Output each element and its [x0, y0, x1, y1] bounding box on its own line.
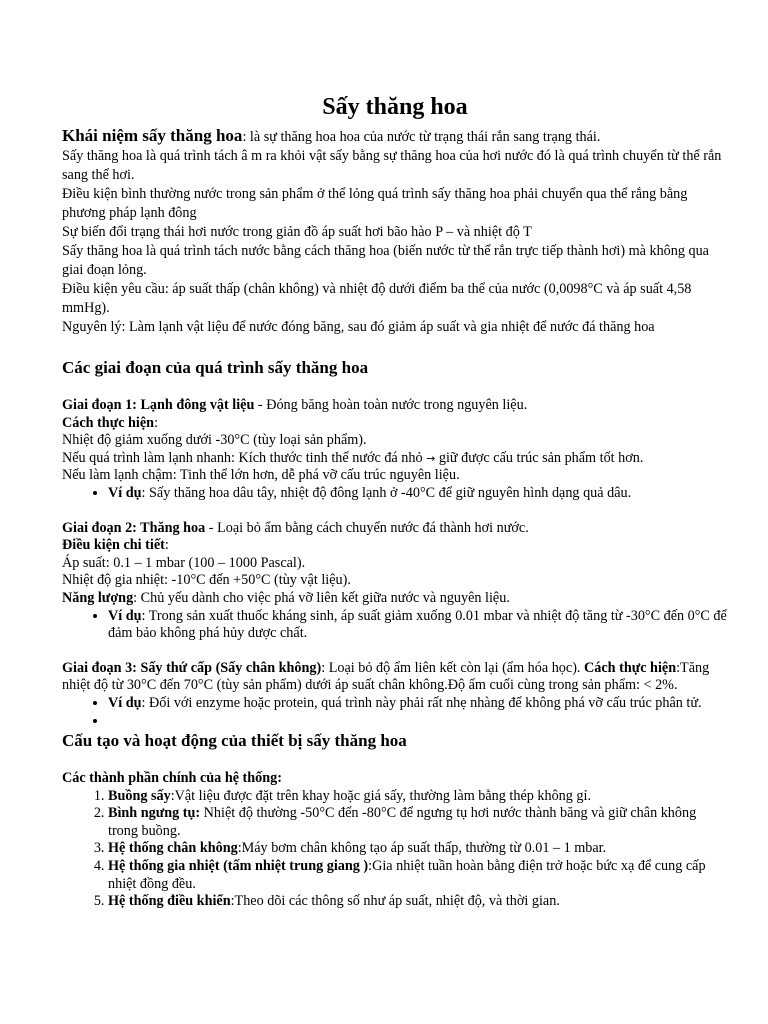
component-label: Bình ngưng tụ: [108, 805, 201, 822]
stage-1-line: Nhiệt độ giảm xuống dưới -30°C (tùy loại sản phẩm). [62, 432, 367, 449]
concept-text: : là sự thăng hoa hoa của nước từ trạng thái rắn sang trạng thái. [242, 129, 601, 145]
component-text: :Gia nhiệt tuần hoàn bằng điện trở hoặc bức xạ để cung cấp nhiệt đồng đều. [108, 858, 706, 892]
example-label: Ví dụ [108, 607, 142, 624]
stage-2-energy-line [62, 590, 728, 608]
component-text: Nhiệt độ thường -50°C đến -80°C để ngưng tụ hơi nước thành băng và giữ chân không trong buồng. [108, 805, 697, 839]
stage-3 [62, 660, 728, 730]
stage-1-line-part: Nếu quá trình làm lạnh nhanh: Kích thước tinh thể nước đá nhỏ [62, 449, 427, 466]
stage-3-paragraph [62, 660, 728, 695]
empty-list-item [108, 713, 728, 731]
stage-2-title-line [62, 520, 728, 538]
component-label: Hệ thống điều khiển [108, 893, 231, 910]
stage-1-line [62, 450, 728, 468]
stage-1-method-line [62, 415, 728, 433]
stage-3-title: Giai đoạn 3: Sấy thứ cấp (Sấy chân không) [62, 659, 322, 676]
list-item [108, 485, 728, 503]
stage-3-method-label: Cách thực hiện [584, 659, 677, 676]
stages-heading: Các giai đoạn của quá trình sấy thăng hoa [62, 358, 369, 377]
intro-line: Nguyên lý: Làm lạnh vật liệu để nước đóng băng, sau đó giảm áp suất và gia nhiệt để nước đá thăng hoa [62, 319, 655, 335]
example-text: : Đối với enzyme hoặc protein, quá trình này phải rất nhẹ nhàng để không phá vỡ cấu trúc phân tử. [141, 694, 702, 711]
example-label: Ví dụ [108, 484, 142, 501]
component-text: :Máy bơm chân không tạo áp suất thấp, thường từ 0.01 – 1 mbar. [237, 840, 607, 857]
stage-2-cond-label: Điều kiện chi tiết [62, 537, 165, 554]
stage-1-desc: - Đóng băng hoàn toàn nước trong nguyên liệu. [254, 397, 528, 413]
example-text: : Sấy thăng hoa dâu tây, nhiệt độ đông lạnh ở -40°C để giữ nguyên hình dạng quả dâu. [141, 484, 632, 501]
stage-3-method-text: :Tăng nhiệt độ từ 30°C đến 70°C (tùy sản phẩm) dưới áp suất chân không.Độ ẩm cuối cùng trong sản phẩm: < 2%. [62, 659, 710, 694]
intro-line: Sấy thăng hoa là quá trình tách â m ra khỏi vật sấy bằng sự thăng hoa của hơi nước đó là quá trình chuyển từ thể rắn sang thể hơi. [62, 148, 722, 183]
stage-1 [62, 397, 728, 503]
stage-1-examples [62, 485, 728, 503]
stage-2 [62, 520, 728, 643]
concept-paragraph [62, 126, 728, 147]
component-text: :Theo dõi các thông số như áp suất, nhiệt độ, và thời gian. [230, 893, 560, 910]
stage-2-cond-line [62, 537, 728, 555]
stage-1-title: Giai đoạn 1: Lạnh đông vật liệu [62, 397, 255, 413]
component-label: Buồng sấy [108, 787, 171, 804]
example-label: Ví dụ [108, 694, 142, 711]
stage-2-line: Áp suất: 0.1 – 1 mbar (100 – 1000 Pascal). [62, 554, 306, 571]
stage-2-energy-text: : Chủ yếu dành cho việc phá vỡ liên kết giữa nước và nguyên liệu. [133, 589, 510, 606]
intro-line: Sự biến đổi trạng thái hơi nước trong giản đồ áp suất hơi bão hào P – và nhiệt độ T [62, 224, 532, 240]
list-item [108, 608, 728, 643]
stage-3-examples [62, 695, 728, 730]
list-item [108, 805, 728, 840]
component-text: :Vật liệu được đặt trên khay hoặc giá sấy, thường làm bằng thép không gỉ. [170, 787, 591, 804]
document-title: Sấy thăng hoa [322, 94, 468, 120]
intro-line: Điều kiện bình thường nước trong sản phẩm ở thể lỏng quá trình sấy thăng hoa phải chuyển qua thể rắng bằng phương pháp lạnh đông [62, 186, 688, 221]
example-text: : Trong sản xuất thuốc kháng sinh, áp suất giảm xuống 0.01 mbar và nhiệt độ tăng từ -30°C đến 0°C để đảm bảo không phá hủy dược chất. [108, 607, 727, 642]
intro-line: Sấy thăng hoa là quá trình tách nước bằng cách thăng hoa (biến nước từ thể rắn trực tiếp thành hơi) mà không qua giai đoạn lỏng. [62, 243, 709, 278]
components-label-line [62, 770, 728, 788]
list-item [108, 695, 728, 713]
list-item [108, 858, 728, 893]
components-list [62, 788, 728, 911]
concept-label: Khái niệm sấy thăng hoa [62, 126, 243, 145]
stage-2-line: Nhiệt độ gia nhiệt: -10°C đến +50°C (tùy vật liệu). [62, 572, 351, 589]
stage-2-title: Giai đoạn 2: Thăng hoa [62, 519, 206, 536]
stage-2-energy-label: Năng lượng [62, 589, 134, 606]
stage-1-title-line [62, 397, 728, 415]
stage-3-desc: : Loại bỏ độ ẩm liên kết còn lại (ẩm hóa học). [321, 659, 585, 676]
arrow-right-icon: → [426, 451, 436, 465]
stage-2-desc: - Loại bỏ ẩm bằng cách chuyển nước đá thành hơi nước. [205, 519, 529, 536]
component-label: Hệ thống gia nhiệt (tấm nhiệt trung giang ) [108, 858, 369, 875]
equipment-heading: Cấu tạo và hoạt động của thiết bị sấy thăng hoa [62, 731, 407, 751]
stage-1-method-label: Cách thực hiện [62, 414, 155, 431]
list-item [108, 840, 728, 858]
components-label: Các thành phần chính của hệ thống: [62, 770, 282, 787]
stage-1-method-colon: : [154, 414, 159, 431]
component-label: Hệ thống chân không [108, 840, 238, 857]
list-item [108, 893, 728, 911]
list-item [108, 788, 728, 806]
stage-1-line: Nếu làm lạnh chậm: Tinh thể lớn hơn, dễ phá vỡ cấu trúc nguyên liệu. [62, 467, 460, 484]
intro-line: Điều kiện yêu cầu: áp suất thấp (chân không) và nhiệt độ dưới điểm ba thể của nước (0,0098°C và áp suất 4,58 mmHg). [62, 281, 692, 316]
stage-2-examples [62, 608, 728, 643]
stage-1-line-part: giữ được cấu trúc sản phẩm tốt hơn. [435, 449, 644, 466]
stage-2-cond-colon: : [164, 537, 169, 554]
